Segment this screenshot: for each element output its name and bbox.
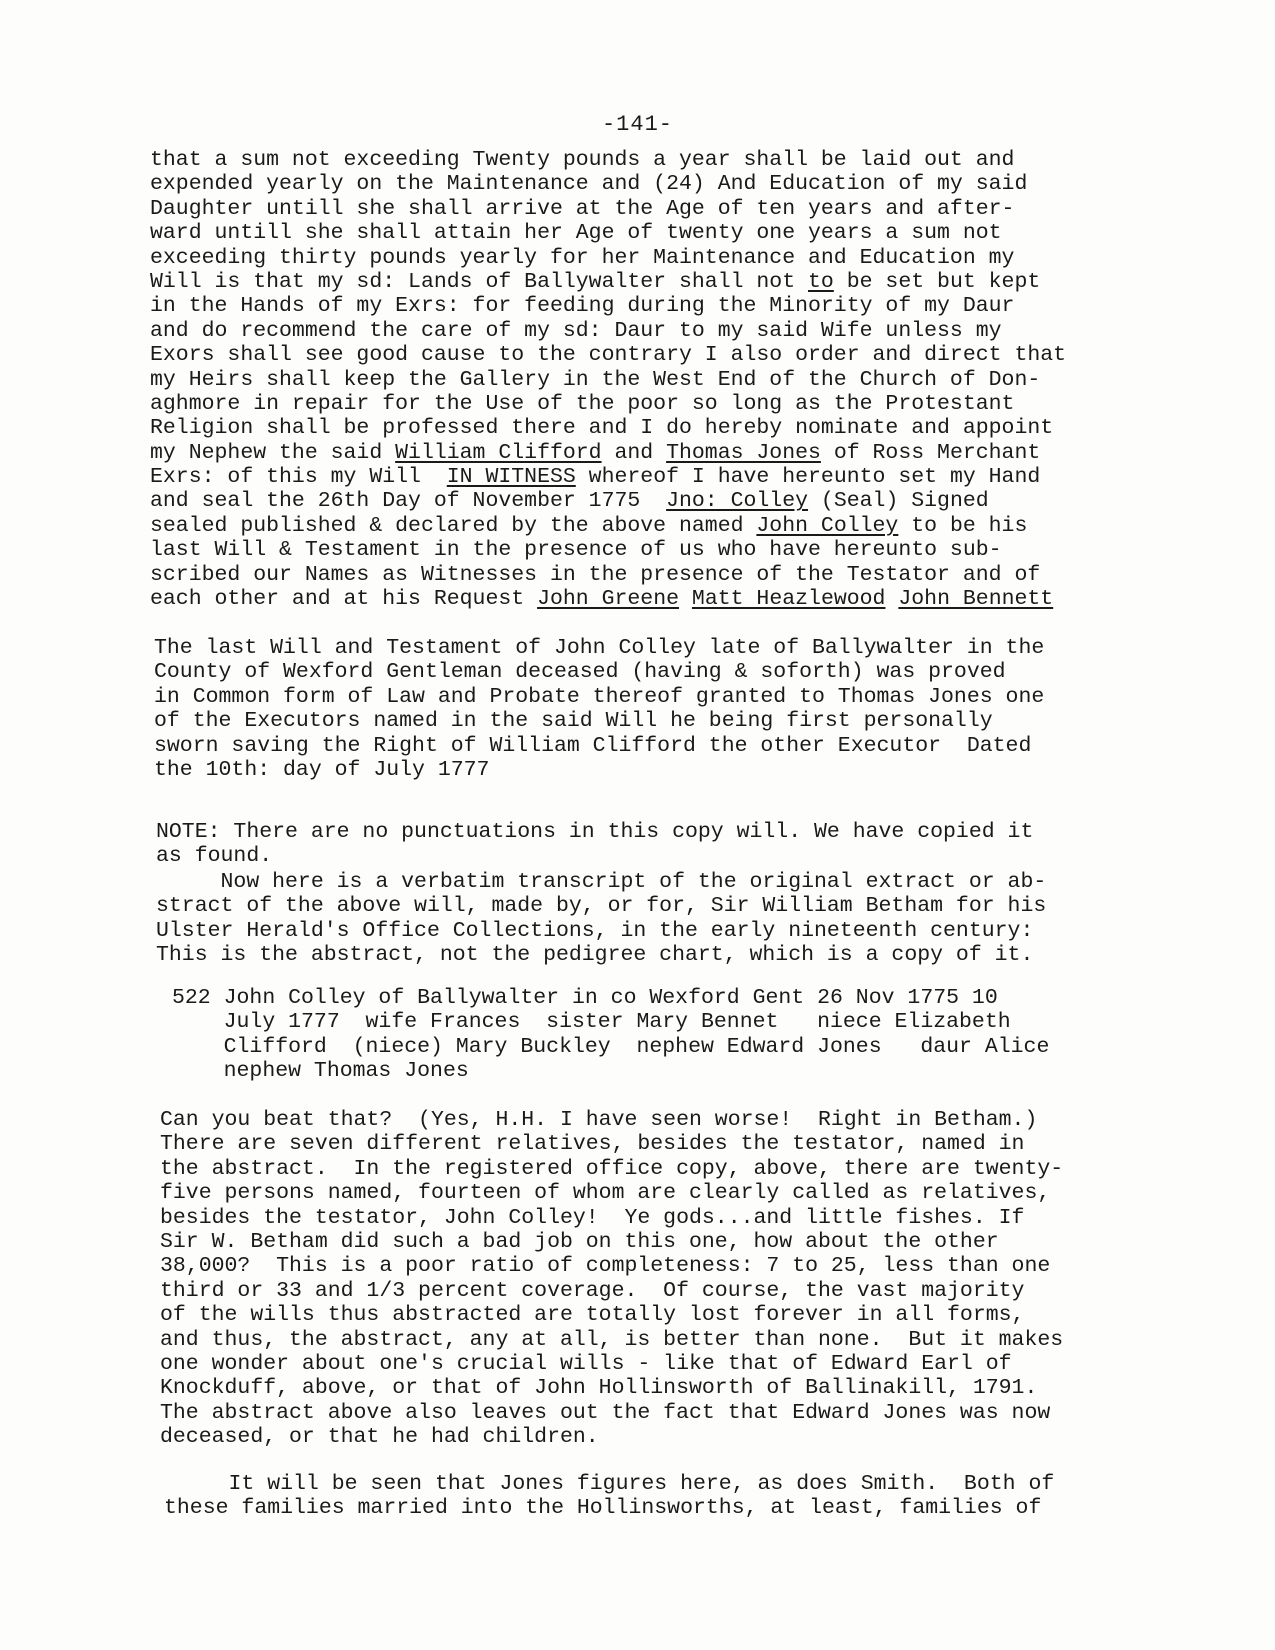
transcript-paragraph [156,870,1166,968]
text-segment: last Will & Testament in the presence of us who have hereunto sub- [150,538,1002,563]
text-line [160,1328,1170,1352]
will-text [150,148,1160,611]
underlined-name: John Colley [756,513,899,538]
underlined-name: Jno: Colley [666,489,809,514]
text-segment: nephew Thomas Jones [172,1059,469,1084]
underlined-name: IN WITNESS [446,465,576,490]
text-line [154,660,1164,684]
text-segment: (Seal) Signed [808,489,989,514]
text-line [150,392,1160,416]
text-line [150,172,1160,196]
text-line [160,1230,1170,1254]
text-line [150,465,1160,489]
text-segment: scribed our Names as Witnesses in the presence of the Testator and of [150,562,1041,587]
text-line [156,919,1166,943]
text-segment: to be his [898,513,1028,538]
text-segment: Will is that my sd: Lands of Ballywalter shall not [150,269,809,294]
text-line [154,734,1164,758]
text-line [156,894,1166,918]
text-segment: It will be seen that Jones figures here, as does Smith. Both of [164,1472,1055,1496]
text-line [164,1472,1174,1496]
text-line [150,489,1160,513]
text-line [172,1010,1182,1034]
text-segment: the 10th: day of July 1777 [154,757,490,782]
underlined-name: to [808,269,834,294]
underlined-name: Thomas Jones [666,440,821,465]
text-segment: whereof I have hereunto set my Hand [575,465,1041,490]
text-line [160,1279,1170,1303]
text-line [150,368,1160,392]
text-segment: Religion shall be professed there and I do hereby nominate and appoint [150,416,1054,441]
text-segment: five persons named, fourteen of whom are clearly called as relatives, [160,1181,1051,1206]
text-line [150,270,1160,294]
text-segment: be set but kept [833,269,1041,294]
text-line [150,148,1160,172]
note-paragraph [156,820,1166,869]
text-line [154,685,1164,709]
text-segment: in the Hands of my Exrs: for feeding during the Minority of my Daur [150,294,1015,319]
text-line [150,221,1160,245]
text-segment: in Common form of Law and Probate thereof granted to Thomas Jones one [154,684,1045,709]
text-segment: the abstract. In the registered office copy, above, there are twenty- [160,1156,1064,1181]
text-segment [885,587,898,611]
text-segment: besides the testator, John Colley! Ye gods...and little fishes. If [160,1205,1025,1230]
text-segment: Exors shall see good cause to the contrary I also order and direct that [150,343,1067,368]
text-segment [679,587,692,611]
probate-paragraph [154,636,1164,782]
text-line [160,1132,1170,1156]
text-segment: Now here is a verbatim transcript of the original extract or ab- [156,870,1047,894]
text-line [160,1181,1170,1205]
text-line [150,319,1160,343]
text-segment: expended yearly on the Maintenance and (24) And Education of my said [150,172,1028,197]
text-line [172,1059,1182,1083]
text-segment: Clifford (niece) Mary Buckley nephew Edward Jones daur Alice [172,1034,1050,1059]
text-line [150,343,1160,367]
text-line [150,587,1160,611]
text-segment: Daughter untill she shall arrive at the Age of ten years and after- [150,196,1015,221]
text-line [160,1157,1170,1181]
underlined-name: Matt Heazlewood [691,587,886,612]
text-line [156,820,1166,844]
text-segment: and [601,440,667,465]
text-line [150,538,1160,562]
text-segment: and thus, the abstract, any at all, is better than none. But it makes [160,1327,1064,1352]
underlined-name: William Clifford [395,440,602,465]
text-segment: deceased, or that he had children. [160,1425,599,1450]
text-segment: of the wills thus abstracted are totally lost forever in all forms, [160,1303,1025,1328]
text-segment: one wonder about one's crucial wills - like that of Edward Earl of [160,1351,1012,1376]
text-segment: 38,000? This is a poor ratio of completeness: 7 to 25, less than one [160,1254,1051,1279]
text-segment: of Ross Merchant [820,440,1041,465]
text-segment: and do recommend the care of my sd: Daur to my said Wife unless my [150,318,1002,343]
text-segment: The last Will and Testament of John Colley late of Ballywalter in the [154,636,1045,660]
text-line [164,1496,1174,1520]
text-segment: each other and at his Request [150,587,538,612]
text-line [150,197,1160,221]
text-segment: third or 33 and 1/3 percent coverage. Of course, the vast majority [160,1278,1025,1303]
text-segment: There are seven different relatives, besides the testator, named in [160,1132,1025,1157]
text-line [172,986,1182,1010]
text-line [150,294,1160,318]
text-line [154,758,1164,782]
text-segment: Knockduff, above, or that of John Hollinsworth of Ballinakill, 1791. [160,1376,1038,1401]
text-line [154,636,1164,660]
text-segment: Sir W. Betham did such a bad job on this one, how about the other [160,1229,999,1254]
text-segment: July 1777 wife Frances sister Mary Bennet niece Elizabeth [172,1010,1011,1035]
text-segment: Can you beat that? (Yes, H.H. I have seen worse! Right in Betham.) [160,1108,1038,1132]
text-segment: my Heirs shall keep the Gallery in the West End of the Church of Don- [150,367,1041,392]
text-segment: ward untill she shall attain her Age of twenty one years a sum not [150,221,1002,246]
text-segment: Ulster Herald's Office Collections, in the early nineteenth century: [156,918,1034,943]
text-line [150,514,1160,538]
commentary-paragraph [160,1108,1170,1449]
text-line [160,1206,1170,1230]
text-segment: and seal the 26th Day of November 1775 [150,489,667,514]
text-segment: of the Executors named in the said Will he being first personally [154,709,993,734]
abstract-entry [172,986,1182,1084]
text-segment: NOTE: There are no punctuations in this copy will. We have copied it [156,820,1034,844]
text-segment: that a sum not exceeding Twenty pounds a year shall be laid out and [150,148,1015,172]
text-line [160,1425,1170,1449]
text-segment: sworn saving the Right of William Clifford the other Executor Dated [154,733,1032,758]
text-line [160,1401,1170,1425]
final-paragraph [164,1472,1174,1521]
text-segment: Exrs: of this my Will [150,465,447,490]
text-line [156,870,1166,894]
text-line [156,943,1166,967]
underlined-name: John Greene [537,587,680,612]
text-segment: my Nephew the said [150,440,396,465]
text-line [150,563,1160,587]
underlined-name: John Bennett [898,587,1054,612]
text-segment: The abstract above also leaves out the fact that Edward Jones was now [160,1400,1051,1425]
text-segment: 522 John Colley of Ballywalter in co Wexford Gent 26 Nov 1775 10 [172,986,998,1010]
text-line [160,1303,1170,1327]
text-line [150,441,1160,465]
text-line [150,246,1160,270]
text-line [160,1352,1170,1376]
text-line [160,1254,1170,1278]
text-segment: stract of the above will, made by, or for, Sir William Betham for his [156,894,1047,919]
text-line [160,1108,1170,1132]
text-segment: as found. [156,844,273,869]
text-segment: sealed published & declared by the above named [150,513,757,538]
text-line [154,709,1164,733]
text-line [150,416,1160,440]
text-segment: aghmore in repair for the Use of the poor so long as the Protestant [150,391,1015,416]
text-line [160,1376,1170,1400]
text-segment: County of Wexford Gentleman deceased (having & soforth) was proved [154,660,1006,685]
text-line [156,844,1166,868]
text-segment: This is the abstract, not the pedigree chart, which is a copy of it. [156,943,1034,968]
text-segment: exceeding thirty pounds yearly for her Maintenance and Education my [150,245,1015,270]
text-segment: these families married into the Hollinsworths, at least, families of [164,1496,1042,1521]
page-number: -141- [601,112,673,137]
text-line [172,1035,1182,1059]
